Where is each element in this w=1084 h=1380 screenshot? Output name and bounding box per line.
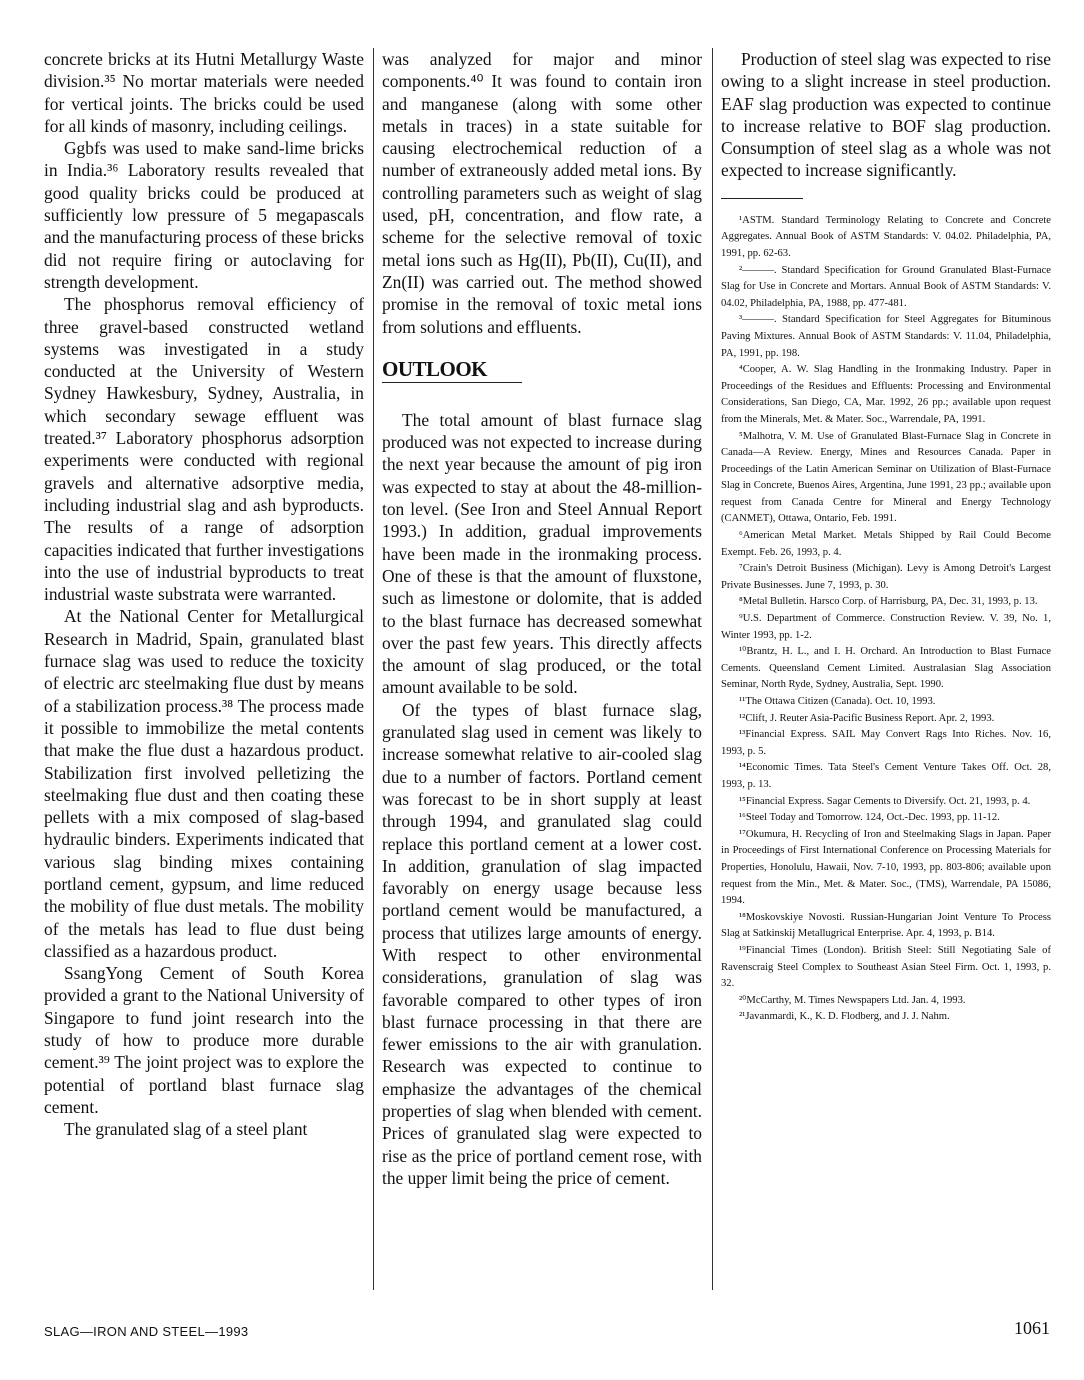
footnote: ⁶American Metal Market. Metals Shipped by Rail Could Become Exempt. Feb. 26, 1993, p. 4.	[721, 530, 1051, 558]
running-footer: SLAG—IRON AND STEEL—1993	[44, 1324, 249, 1339]
page-number: 1061	[1014, 1318, 1050, 1338]
footnote: ⁴Cooper, A. W. Slag Handling in the Ironmaking Industry. Paper in Proceedings of the Residues and Effluents: Processing and Environmental Considerations, San Diego, CA, Mar. 1992, 26 pp.; available upon request from the Minerals, Met. & Mater. Soc., Warrendale, PA, 1991.	[721, 364, 1051, 425]
text-column-1	[44, 48, 364, 1290]
paragraph: The granulated slag of a steel plant	[64, 1119, 308, 1140]
footnote: ⁹U.S. Department of Commerce. Construction Review. V. 39, No. 1, Winter 1993, pp. 1-2.	[721, 613, 1051, 641]
text-column-2	[382, 48, 702, 1290]
footnote: ²⁰McCarthy, M. Times Newspapers Ltd. Jan. 4, 1993.	[739, 994, 966, 1006]
paragraph: The phosphorus removal efficiency of three gravel-based constructed wetland systems was investigated in a study conducted at the University of Western Sydney Hawkesbury, Sydney, Australia, in which secondary sewage effluent was treated.³⁷ Laboratory phosphorus adsorption experiments were conducted with regional gravels and alternative adsorptive media, including industrial slag and ash byproducts. The results of a range of adsorption capacities indicated that further investigations into the use of industrial byproducts to treat industrial waste substrata were warranted.	[44, 294, 364, 605]
footnote: ¹⁷Okumura, H. Recycling of Iron and Steelmaking Slags in Japan. Paper in Proceedings of First International Conference on Processing Materials for Properties, Honolulu, Hawaii, Nov. 7-10, 1993, pp. 803-806; available upon request from the Min., Met. & Mater. Soc., (TMS), Warrendale, PA 15086, 1994.	[721, 828, 1051, 907]
paragraph: was analyzed for major and minor components.⁴⁰ It was found to contain iron and manganese (along with some other metals in traces) in a state suitable for causing electrochemical reduction of a number of extraneously added metal ions. By controlling parameters such as weight of slag used, pH, concentration, and flow rate, a scheme for the selective removal of toxic metal ions such as Hg(II), Pb(II), Cu(II), and Zn(II) was carried out. The method showed promise in the removal of toxic metal ions from solutions and effluents.	[382, 49, 702, 337]
column-divider	[373, 48, 374, 1290]
paragraph: Production of steel slag was expected to rise owing to a slight increase in steel production. EAF slag production was expected to continue to increase relative to BOF slag production. Consumption of steel slag as a whole was not expected to increase significantly.	[721, 49, 1051, 181]
footnote: ¹⁶Steel Today and Tomorrow. 124, Oct.-Dec. 1993, pp. 11-12.	[739, 812, 1000, 824]
footnote: ¹ASTM. Standard Terminology Relating to Concrete and Concrete Aggregates. Annual Book of ASTM Standards: V. 04.02. Philadelphia, PA, 1991, pp. 62-63.	[721, 214, 1051, 259]
footnote: ⁵Malhotra, V. M. Use of Granulated Blast-Furnace Slag in Concrete in Canada—A Review. Energy, Mines and Resources Canada. Paper in Proceedings of the Latin American Seminar on Utilization of Blast-Furnace Slag in Concrete, Buenos Aires, Argentina, June 1991, 23 pp.; available upon request from Canada Centre for Mineral and Energy Technology (CANMET), Ottawa, Ontario, Feb. 1991.	[721, 430, 1051, 525]
paragraph: Ggbfs was used to make sand-lime bricks in India.³⁶ Laboratory results revealed that good quality bricks could be produced at sufficiently low pressure of 5 megapascals and the manufacturing process of these bricks did not require firing or autoclaving for strength development.	[44, 138, 364, 292]
paragraph: At the National Center for Metallurgical Research in Madrid, Spain, granulated blast furnace slag was used to reduce the toxicity of electric arc steelmaking flue dust by means of a stabilization process.³⁸ The process made it possible to immobilize the metal contents that make the flue dust a hazardous product. Stabilization first involved pelletizing the steelmaking flue dust and then coating these pellets with a mix composed of slag-based hydraulic binders. Experiments indicated that various slag binding mixes containing portland cement, gypsum, and lime reduced the mobility of flue dust metals. The mobility of the metals has lead to flue dust being classified as a hazardous product.	[44, 606, 364, 961]
footnote: ¹⁸Moskovskiye Novosti. Russian-Hungarian Joint Venture To Process Slag at Satkinskij Metallugrical Enterprise. Apr. 4, 1993, p. B14.	[721, 911, 1051, 940]
footnote: ¹²Clift, J. Reuter Asia-Pacific Business Report. Apr. 2, 1993.	[739, 712, 995, 724]
section-heading: OUTLOOK	[382, 356, 488, 381]
footnote: ³———. Standard Specification for Steel Aggregates for Bituminous Paving Mixtures. Annual Book of ASTM Standards: V. 11.04, Philadelphia, PA, 1991, pp. 198.	[721, 314, 1051, 359]
footnote: ¹⁰Brantz, H. L., and I. H. Orchard. An Introduction to Blast Furnace Cements. Queensland Cement Limited. Australasian Slag Association Seminar, North Ryde, Sydney, Australia, Sept. 1990.	[721, 646, 1051, 691]
paragraph: The total amount of blast furnace slag produced was not expected to increase during the next year because the amount of pig iron was expected to stay at about the 48-million-ton level. (See Iron and Steel Annual Report 1993.) In addition, gradual improvements have been made in the ironmaking process. One of these is that the amount of fluxstone, such as limestone or dolomite, that is added to the blast furnace has decreased somewhat over the past few years. This directly affects the amount of slag produced, or the total amount available to be sold.	[382, 409, 702, 698]
footnote: ⁷Crain's Detroit Business (Michigan). Levy is Among Detroit's Largest Private Businesses. June 7, 1993, p. 30.	[721, 563, 1051, 591]
footnote: ¹⁴Economic Times. Tata Steel's Cement Venture Takes Off. Oct. 28, 1993, p. 13.	[721, 762, 1051, 790]
footnote-divider	[721, 198, 803, 199]
paragraph: Of the types of blast furnace slag, granulated slag used in cement was likely to increase somewhat relative to air-cooled slag due to a number of factors. Portland cement was forecast to be in short supply at least through 1994, and granulated slag could replace this portland cement at a lower cost. In addition, granulation of slag impacted favorably on energy usage because less portland cement would be manufactured, a process that utilizes large amounts of energy. With respect to other environmental considerations, granulation of slag was favorable compared to other types of iron blast furnace processing in that there are fewer emissions to the air with granulation. Research was expected to continue to emphasize the advantages of the chemical properties of slag when blended with cement. Prices of granulated slag were expected to rise as the price of portland cement rose, with the upper limit being the price of cement.	[382, 699, 702, 1188]
column-divider	[712, 48, 713, 1290]
footnote: ¹¹The Ottawa Citizen (Canada). Oct. 10, 1993.	[739, 696, 936, 707]
footnote: ²———. Standard Specification for Ground Granulated Blast-Furnace Slag for Use in Concrete and Mortars. Annual Book of ASTM Standards: V. 04.02, Philadelphia, PA, 1988, pp. 477-481.	[721, 264, 1051, 309]
paragraph: concrete bricks at its Hutni Metallurgy Waste division.³⁵ No mortar materials were needed for vertical joints. The bricks could be used for all kinds of masonry, including ceilings.	[44, 49, 364, 136]
footnotes-list	[721, 213, 1051, 1026]
footnote: ¹³Financial Express. SAIL May Convert Rags Into Riches. Nov. 16, 1993, p. 5.	[721, 729, 1051, 757]
text-column-3	[721, 48, 1051, 1290]
footnote: ¹⁵Financial Express. Sagar Cements to Diversify. Oct. 21, 1993, p. 4.	[739, 795, 1031, 807]
footnote: ⁸Metal Bulletin. Harsco Corp. of Harrisburg, PA, Dec. 31, 1993, p. 13.	[739, 596, 1038, 608]
footnote: ¹⁹Financial Times (London). British Steel: Still Negotiating Sale of Ravenscraig Steel Complex to Southeast Asian Steel Firm. Oct. 1, 1993, p. 32.	[721, 944, 1051, 990]
section-heading-wrap	[382, 356, 522, 383]
footnote: ²¹Javanmardi, K., K. D. Flodberg, and J. J. Nahm.	[739, 1011, 950, 1023]
paragraph: SsangYong Cement of South Korea provided a grant to the National University of Singapore to fund joint research into the study of how to produce more durable cement.³⁹ The joint project was to explore the potential of portland blast furnace slag cement.	[44, 963, 364, 1117]
